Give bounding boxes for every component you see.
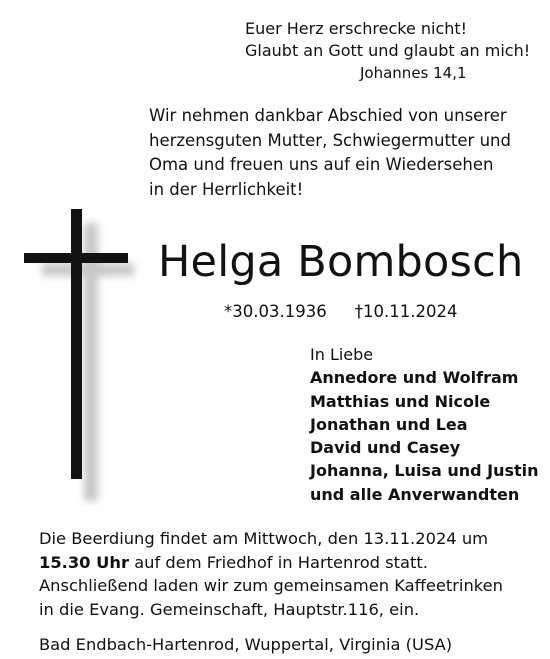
farewell-line: Oma und freuen uns auf ein Wiedersehen: [149, 155, 494, 174]
life-dates: [224, 300, 457, 324]
funeral-line: in die Evang. Gemeinschaft, Hauptstr.116, ein.: [39, 599, 420, 619]
cross-icon: [24, 205, 144, 505]
mourner-name: Matthias und Nicole: [310, 391, 491, 411]
bible-verse: [245, 18, 530, 62]
funeral-line: Die Beerdiung findet am Mittwoch, den 13.11.2024 um: [39, 529, 489, 548]
farewell-line: in der Herrlichkeit!: [149, 179, 304, 199]
funeral-info: [39, 527, 503, 621]
verse-line: Glaubt an Gott und glaubt an mich!: [245, 41, 531, 60]
mourner-name: Johanna, Luisa und Justin: [310, 461, 539, 481]
mourner-name: Annedore und Wolfram: [310, 368, 519, 388]
funeral-time: 15.30 Uhr: [39, 552, 130, 572]
birth-date: *30.03.1936: [224, 302, 327, 321]
verse-reference: Johannes 14,1: [360, 64, 467, 82]
mourners-list: [310, 343, 539, 506]
funeral-location: auf dem Friedhof in Hartenrod statt.: [129, 552, 428, 572]
farewell-line: herzensguten Mutter, Schwiegermutter und: [149, 130, 511, 150]
deceased-name: Helga Bombosch: [158, 237, 524, 287]
mourners-lead: In Liebe: [310, 345, 374, 364]
farewell-line: Wir nehmen dankbar Abschied von unserer: [149, 106, 507, 125]
farewell-text: [149, 104, 511, 202]
funeral-line: [39, 551, 503, 575]
family-places: Bad Endbach-Hartenrod, Wuppertal, Virginia (USA): [39, 635, 453, 654]
verse-line: Euer Herz erschrecke nicht!: [245, 19, 468, 38]
mourner-name: David und Casey: [310, 438, 461, 458]
mourner-name: und alle Anverwandten: [310, 484, 520, 504]
death-date: †10.11.2024: [354, 302, 458, 321]
mourner-name: Jonathan und Lea: [310, 414, 468, 434]
funeral-line: Anschließend laden wir zum gemeinsamen Kaffeetrinken: [39, 576, 503, 595]
